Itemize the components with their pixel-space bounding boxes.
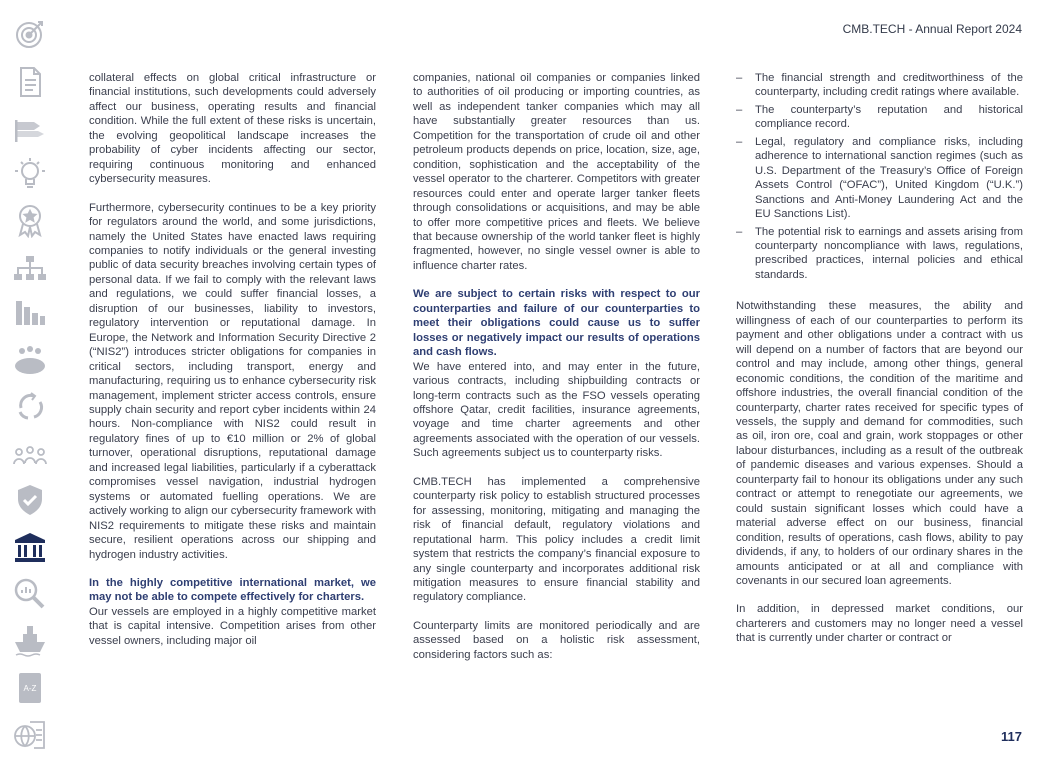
paragraph: Furthermore, cybersecurity continues to be a key priority for regulators around the world, and some jurisdictions, namely the United States have enacted laws requiring companies to notify individuals or the general investing public of data security breaches involving certain types of personal data. If we fail to comply with the relevant laws and regulations, we could suffer financial losses, a disruption of our businesses, liability to investors, regulatory intervention or reputational damage. In Europe, the Network and Information Security Directive 2 (“NIS2”) introduces stricter obligations for companies in critical sectors, including transport, energy and manufacturing, requiring us to enhance cybersecurity risk management, implement stricter access controls, ensure supply chain security and report cyber incidents within 24 hours. Non-compliance with NIS2 could result in regulatory fines of up to €10 million or 2% of global turnover, operational disruptions, reputational damage and increased legal liabilities, particularly if a cyberattack compromises vessel navigation, industrial hydrogen systems or automated fuelling operations. We are actively working to align our cybersecurity framework with NIS2 requirements to mitigate these risks and maintain secure, resilient operations across our shipping and hydrogen industry activities. [89, 201, 376, 561]
paragraph: collateral effects on global critical infrastructure or financial institutions, such developments could adversely affect our business, operating results and financial condition. While the full extent of these risks is uncertain, the evolving geopolitical landscape increases the probability of cyber incidents affecting our sector, requiring continuous monitoring and enhanced cybersecurity measures. [89, 72, 376, 186]
section-heading: In the highly competitive international market, we may not be able to compete effectively for charters. [89, 576, 376, 604]
svg-text:A-Z: A-Z [23, 684, 37, 693]
text-column-2 [413, 71, 700, 662]
text-column-1 [89, 71, 376, 648]
bar-chart-icon[interactable] [12, 295, 48, 331]
section-heading: We are subject to certain risks with respect to our counterparties and failure of our counterparties to meet their obligations could cause us to suffer losses or negatively impact our results of operations and cash flows. [413, 288, 700, 359]
people-group-icon[interactable] [12, 342, 48, 378]
community-icon[interactable] [12, 438, 48, 474]
flags-icon[interactable] [12, 112, 48, 148]
report-title: CMB.TECH - Annual Report 2024 [842, 22, 1022, 36]
text-column-3 [736, 71, 1023, 646]
list-item: – Legal, regulatory and compliance risks, including adherence to international sanction regimes (such as U.S. Department of the Treasury’s Office of Foreign Assets Control (“OFAC”), United Kingdom (“U.K.”) Sanctions and Anti-Money Laundering Act and the EU Sanctions List). [736, 135, 1023, 222]
recycle-icon[interactable] [12, 388, 48, 424]
list-item: – The financial strength and creditworthiness of the counterparty, including credit ratings where available. [736, 71, 1023, 100]
glossary-book-icon[interactable] [12, 670, 48, 706]
sidebar-nav [0, 0, 60, 764]
target-icon[interactable] [12, 16, 48, 52]
page-number: 117 [1001, 729, 1022, 744]
paragraph: Counterparty limits are monitored periodically and are assessed based on a holistic risk assessment, considering factors such as: [413, 619, 700, 661]
list-item: – The counterparty’s reputation and historical compliance record. [736, 103, 1023, 132]
paragraph: companies, national oil companies or companies linked to authorities of oil producing or importing countries, as well as independent tanker companies which may all have substantially greater resources than us. Competition for the transportation of crude oil and other petroleum products depends on price, location, size, age, condition, sophistication and the acceptability of the vessel operator to the charterer. Competitors with greater resources could enter and operate larger tanker fleets through consolidations or acquisitions, and may be able to offer more competitive prices and fleets. We believe that because ownership of the world tanker fleet is highly fragmented, however, no single vessel owner is able to influence charter rates. [413, 72, 700, 272]
ship-icon[interactable] [12, 622, 48, 658]
globe-document-icon[interactable] [12, 716, 48, 752]
paragraph: CMB.TECH has implemented a comprehensive counterparty risk policy to establish structured processes for assessing, monitoring, mitigating and managing the risk of financial default, regulatory violations and reputational harm. This policy includes a credit limit system that restricts the company’s financial exposure to any single counterparty and incorporates additional risk mitigation measures to ensure financial stability and regulatory compliance. [413, 475, 700, 604]
bank-icon[interactable] [12, 530, 48, 566]
factor-list [736, 71, 1023, 282]
paragraph: Our vessels are employed in a highly competitive market that is capital intensive. Competition arises from other vessel owners, including major oil [89, 605, 376, 647]
document-icon[interactable] [12, 64, 48, 100]
org-chart-icon[interactable] [12, 250, 48, 286]
list-item: – The potential risk to earnings and assets arising from counterparty noncompliance with laws, regulations, prescribed practices, internal policies and ethical standards. [736, 225, 1023, 283]
paragraph: Notwithstanding these measures, the ability and willingness of each of our counterparties to perform its payment and other obligations under a contract with us will depend on a number of factors that are beyond our control and may include, among other things, general economic conditions, the condition of the maritime and offshore industries, the overall financial condition of the counterparty, charter rates received for specific types of vessels, the supply and demand for commodities, such as oil, iron ore, coal and grain, work stoppages or other labour disturbances, including as a result of the outbreak of pandemic diseases and various expenses. Should a counterparty fail to honour its obligations under any such contract or attempt to renegotiate our agreements, we could sustain significant losses which could have a material adverse effect on our business, financial condition, results of operations, cash flows, ability to pay dividends, if any, to holders of our ordinary shares in the amounts anticipated or at all and compliance with covenants in our secured loan agreements. [736, 300, 1023, 587]
paragraph: We have entered into, and may enter in the future, various contracts, including shipbuilding contracts or long-term contracts such as the FSO vessels operating offshore Qatar, credit facilities, insurance agreements, voyage and time charter agreements and other agreements associated with the operation of our vessels. Such agreements subject us to counterparty risks. [413, 360, 700, 460]
award-badge-icon[interactable] [12, 202, 48, 238]
lightbulb-icon[interactable] [12, 156, 48, 192]
magnifier-icon[interactable] [12, 576, 48, 612]
shield-check-icon[interactable] [12, 482, 48, 518]
paragraph: In addition, in depressed market conditions, our charterers and customers may no longer need a vessel that is currently under charter or contract or [736, 603, 1023, 645]
